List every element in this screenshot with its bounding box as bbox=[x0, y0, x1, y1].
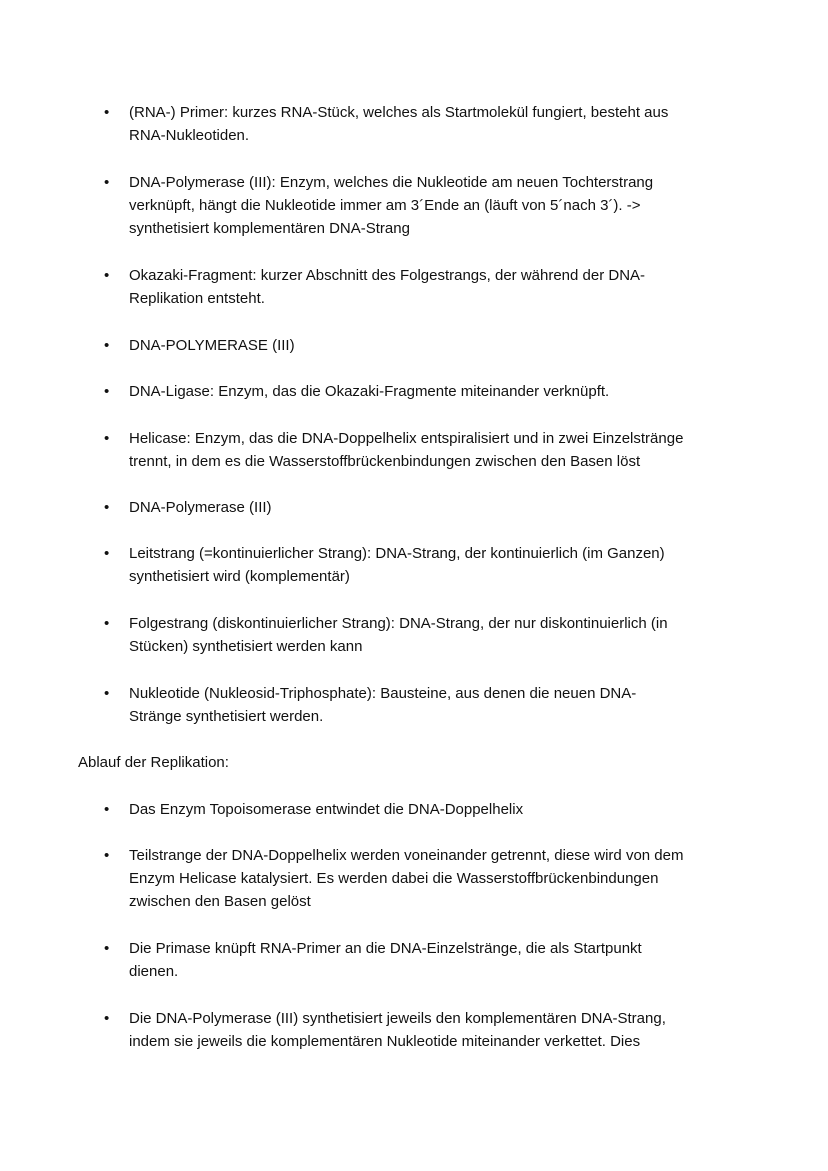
list-item-text: Folgestrang (diskontinuierlicher Strang): DNA-Strang, der nur diskontinuierlich (in Stücken) synthetisiert werden kann bbox=[129, 615, 668, 655]
bullet-icon: • bbox=[104, 104, 110, 121]
list-item bbox=[104, 427, 744, 473]
list-item bbox=[104, 171, 744, 240]
list-item-text: DNA-Ligase: Enzym, das die Okazaki-Fragmente miteinander verknüpft. bbox=[129, 383, 610, 400]
list-item-text: Die DNA-Polymerase (III) synthetisiert jeweils den komplementären DNA-Strang, indem sie jeweils die komplementären Nukleotide miteinander verkettet. Dies bbox=[129, 1010, 666, 1050]
list-item-text: DNA-POLYMERASE (III) bbox=[129, 337, 295, 354]
list-item bbox=[104, 334, 744, 357]
list-item bbox=[104, 798, 744, 821]
bullet-icon: • bbox=[104, 1010, 110, 1027]
list-item-text: Leitstrang (=kontinuierlicher Strang): DNA-Strang, der kontinuierlich (im Ganzen) synthetisiert wird (komplementär) bbox=[129, 545, 665, 585]
list-item bbox=[104, 380, 744, 403]
list-item bbox=[104, 101, 744, 147]
section-heading: Ablauf der Replikation: bbox=[78, 754, 229, 771]
list-item bbox=[104, 1007, 744, 1053]
bullet-icon: • bbox=[104, 801, 110, 818]
bullet-icon: • bbox=[104, 847, 110, 864]
list-item bbox=[104, 682, 744, 728]
list-item-text: Das Enzym Topoisomerase entwindet die DNA-Doppelhelix bbox=[129, 801, 524, 818]
list-item-text: Okazaki-Fragment: kurzer Abschnitt des Folgestrangs, der während der DNA- Replikation entsteht. bbox=[129, 267, 646, 307]
list-item-text: Helicase: Enzym, das die DNA-Doppelhelix entspiralisiert und in zwei Einzelstränge trennt, in dem es die Wasserstoffbrückenbindungen zwischen den Basen löst bbox=[129, 430, 684, 470]
list-item-text: Die Primase knüpft RNA-Primer an die DNA-Einzelstränge, die als Startpunkt dienen. bbox=[129, 940, 642, 980]
bullet-icon: • bbox=[104, 267, 110, 284]
bullet-icon: • bbox=[104, 545, 110, 562]
list-item-text: Nukleotide (Nukleosid-Triphosphate): Bausteine, aus denen die neuen DNA- Stränge synthetisiert werden. bbox=[129, 685, 637, 725]
bullet-icon: • bbox=[104, 430, 110, 447]
list-item-text: Teilstrange der DNA-Doppelhelix werden voneinander getrennt, diese wird von dem Enzym Helicase katalysiert. Es werden dabei die Wasserstoffbrückenbindungen zwischen den Basen gelöst bbox=[129, 847, 684, 910]
list-item bbox=[104, 937, 744, 983]
list-item bbox=[104, 264, 744, 310]
list-item-text: (RNA-) Primer: kurzes RNA-Stück, welches als Startmolekül fungiert, besteht aus RNA-Nukleotiden. bbox=[129, 104, 669, 144]
list-item bbox=[104, 496, 744, 519]
list-item bbox=[104, 542, 744, 588]
bullet-icon: • bbox=[104, 174, 110, 191]
bullet-icon: • bbox=[104, 337, 110, 354]
list-item-text: DNA-Polymerase (III) bbox=[129, 499, 272, 516]
bullet-icon: • bbox=[104, 940, 110, 957]
bullet-icon: • bbox=[104, 685, 110, 702]
bullet-icon: • bbox=[104, 615, 110, 632]
bullet-icon: • bbox=[104, 383, 110, 400]
list-item bbox=[104, 612, 744, 658]
list-item bbox=[104, 844, 744, 913]
bullet-icon: • bbox=[104, 499, 110, 516]
list-item-text: DNA-Polymerase (III): Enzym, welches die Nukleotide am neuen Tochterstrang verknüpft, hängt die Nukleotide immer am 3´Ende an (läuft von 5´nach 3´). -> synthetisiert komplementären DNA-Strang bbox=[129, 174, 654, 237]
